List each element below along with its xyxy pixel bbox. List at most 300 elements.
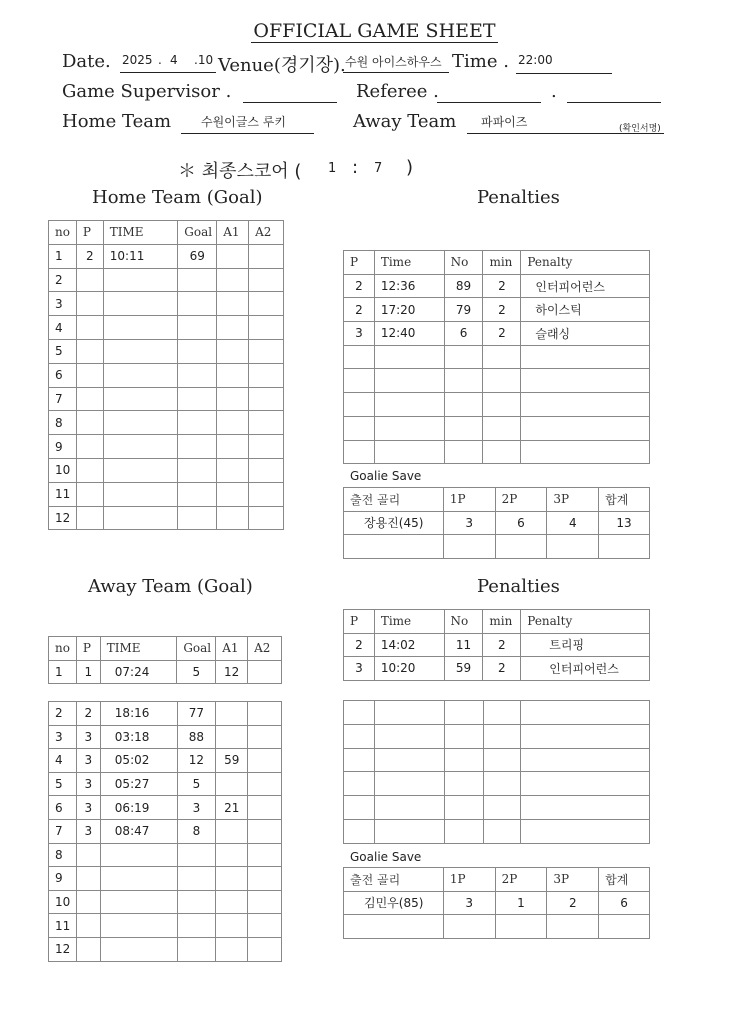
header-cell: 1P — [443, 868, 495, 892]
table-cell[interactable] — [521, 724, 650, 748]
table-cell[interactable] — [599, 535, 650, 559]
table-cell[interactable] — [76, 411, 103, 435]
table-cell[interactable]: 2 — [483, 633, 521, 657]
table-cell[interactable]: 12 — [216, 660, 248, 684]
table-cell[interactable] — [483, 724, 521, 748]
table-cell[interactable] — [547, 915, 599, 939]
table-cell[interactable]: 88 — [177, 725, 216, 749]
table-cell[interactable] — [178, 363, 217, 387]
table-cell[interactable] — [217, 387, 249, 411]
home-team-field[interactable] — [181, 113, 314, 134]
header-cell: P — [344, 610, 375, 634]
table-cell[interactable]: 5 — [177, 660, 216, 684]
table-cell[interactable] — [249, 363, 284, 387]
table-cell[interactable]: 8 — [177, 819, 216, 843]
table-cell[interactable] — [444, 416, 483, 440]
table-cell[interactable] — [483, 701, 521, 725]
table-cell[interactable] — [344, 393, 375, 417]
header-cell: min — [483, 610, 521, 634]
table-cell[interactable]: 11 — [49, 914, 77, 938]
table-cell[interactable] — [76, 506, 103, 530]
table-cell[interactable] — [178, 435, 217, 459]
table-cell[interactable] — [103, 458, 178, 482]
table-cell[interactable] — [521, 772, 650, 796]
table-cell[interactable] — [344, 915, 444, 939]
away-penalties-title: Penalties — [477, 576, 560, 597]
table-cell[interactable]: 3 — [177, 796, 216, 820]
table-cell[interactable]: 89 — [444, 274, 483, 298]
table-cell[interactable]: 9 — [49, 435, 77, 459]
table-cell[interactable] — [76, 339, 103, 363]
table-cell[interactable]: 3 — [443, 891, 495, 915]
table-cell[interactable] — [374, 772, 444, 796]
table-cell[interactable] — [178, 339, 217, 363]
header-cell: 출전 골리 — [344, 868, 444, 892]
table-cell[interactable] — [495, 915, 547, 939]
table-cell[interactable] — [178, 387, 217, 411]
table-row — [49, 339, 284, 363]
table-header-row — [344, 868, 650, 892]
table-cell[interactable]: 21 — [216, 796, 248, 820]
table-cell[interactable] — [103, 339, 178, 363]
table-header-row — [344, 488, 650, 512]
table-cell[interactable]: 18:16 — [100, 702, 177, 726]
table-cell[interactable] — [103, 506, 178, 530]
table-cell[interactable]: 10:20 — [374, 657, 444, 681]
table-cell[interactable]: 1 — [49, 660, 77, 684]
table-cell[interactable] — [216, 867, 248, 891]
table-cell[interactable] — [483, 345, 521, 369]
table-cell[interactable]: 2 — [483, 298, 521, 322]
table-cell[interactable] — [483, 393, 521, 417]
table-cell[interactable] — [374, 416, 444, 440]
table-cell[interactable]: 12 — [177, 749, 216, 773]
table-cell[interactable] — [217, 482, 249, 506]
table-cell[interactable] — [521, 819, 650, 843]
table-cell[interactable]: 9 — [49, 867, 77, 891]
header-cell: TIME — [100, 637, 177, 661]
table-cell[interactable]: 2 — [76, 702, 100, 726]
header-cell: no — [49, 637, 77, 661]
table-cell[interactable]: 2 — [49, 702, 77, 726]
table-cell[interactable] — [483, 416, 521, 440]
table-cell[interactable] — [444, 724, 483, 748]
table-cell[interactable] — [216, 890, 248, 914]
table-cell[interactable] — [443, 915, 495, 939]
table-cell[interactable] — [374, 440, 444, 464]
date-label: Date. — [62, 51, 111, 72]
table-cell[interactable] — [100, 914, 177, 938]
header-cell: A1 — [217, 221, 249, 245]
table-cell[interactable]: 12 — [49, 506, 77, 530]
table-header-row — [49, 221, 284, 245]
home-score: 1 — [328, 161, 337, 176]
table-cell[interactable] — [374, 748, 444, 772]
table-cell[interactable] — [76, 363, 103, 387]
table-cell[interactable]: 79 — [444, 298, 483, 322]
table-cell[interactable] — [374, 701, 444, 725]
table-cell[interactable]: 11 — [49, 482, 77, 506]
table-cell[interactable]: 07:24 — [100, 660, 177, 684]
table-cell[interactable]: 2 — [483, 657, 521, 681]
table-cell[interactable] — [521, 748, 650, 772]
table-cell[interactable] — [444, 796, 483, 820]
table-row — [344, 891, 650, 915]
table-cell[interactable] — [374, 369, 444, 393]
table-cell[interactable]: 13 — [599, 511, 650, 535]
table-cell[interactable] — [100, 843, 177, 867]
table-row — [344, 511, 650, 535]
venue-value: 수원 아이스하우스 — [345, 55, 442, 69]
table-row — [49, 796, 282, 820]
table-cell[interactable] — [100, 867, 177, 891]
date-day: .10 — [194, 53, 214, 67]
header-cell: P — [344, 251, 375, 275]
table-cell[interactable] — [344, 748, 375, 772]
header-cell: 출전 골리 — [344, 488, 444, 512]
table-cell[interactable] — [483, 748, 521, 772]
table-cell[interactable]: 2 — [547, 891, 599, 915]
table-cell[interactable] — [444, 345, 483, 369]
table-cell[interactable]: 7 — [49, 819, 77, 843]
venue-field[interactable] — [343, 52, 449, 73]
table-cell[interactable] — [76, 914, 100, 938]
table-cell[interactable]: 3 — [76, 749, 100, 773]
table-cell[interactable] — [521, 393, 650, 417]
away-goals-table-first — [48, 636, 282, 684]
table-cell[interactable] — [547, 535, 599, 559]
home-team-label: Home Team — [62, 111, 172, 132]
table-cell[interactable] — [103, 292, 178, 316]
table-cell[interactable] — [249, 339, 284, 363]
table-cell[interactable] — [100, 890, 177, 914]
table-cell[interactable] — [374, 819, 444, 843]
table-cell[interactable] — [178, 316, 217, 340]
table-cell[interactable] — [483, 819, 521, 843]
table-cell[interactable] — [216, 772, 248, 796]
table-cell[interactable] — [217, 316, 249, 340]
table-cell[interactable] — [217, 411, 249, 435]
table-cell[interactable] — [177, 843, 216, 867]
table-row — [344, 724, 650, 748]
table-cell[interactable]: 12:40 — [374, 322, 444, 346]
table-cell[interactable]: 1 — [49, 244, 77, 268]
table-cell[interactable]: 08:47 — [100, 819, 177, 843]
table-cell[interactable] — [444, 819, 483, 843]
table-cell[interactable]: 05:27 — [100, 772, 177, 796]
table-cell[interactable] — [344, 440, 375, 464]
supervisor-field[interactable] — [243, 82, 337, 103]
table-cell[interactable]: 06:19 — [100, 796, 177, 820]
table-cell[interactable] — [217, 506, 249, 530]
header-cell: A2 — [248, 637, 282, 661]
referee2-field[interactable] — [567, 82, 661, 103]
table-cell[interactable] — [76, 316, 103, 340]
table-cell[interactable] — [249, 268, 284, 292]
table-cell[interactable]: 4 — [49, 749, 77, 773]
table-cell[interactable] — [249, 458, 284, 482]
table-cell[interactable] — [177, 867, 216, 891]
table-cell[interactable]: 5 — [177, 772, 216, 796]
table-cell[interactable]: 3 — [443, 511, 495, 535]
away-team-field[interactable] — [467, 113, 664, 134]
table-cell[interactable] — [344, 416, 375, 440]
table-cell[interactable] — [216, 843, 248, 867]
table-cell[interactable]: 10:11 — [103, 244, 178, 268]
table-cell[interactable]: 2 — [76, 244, 103, 268]
table-cell[interactable] — [178, 411, 217, 435]
table-cell[interactable] — [344, 345, 375, 369]
header-cell: TIME — [103, 221, 178, 245]
table-cell[interactable] — [249, 387, 284, 411]
table-cell[interactable] — [248, 702, 282, 726]
table-cell[interactable] — [177, 937, 216, 961]
table-cell[interactable]: 3 — [49, 292, 77, 316]
table-row — [344, 748, 650, 772]
table-cell[interactable] — [374, 796, 444, 820]
table-row — [49, 268, 284, 292]
table-cell[interactable] — [248, 772, 282, 796]
table-cell[interactable] — [249, 292, 284, 316]
table-cell[interactable]: 3 — [76, 725, 100, 749]
table-cell[interactable] — [248, 796, 282, 820]
table-cell[interactable] — [521, 440, 650, 464]
table-cell[interactable] — [103, 435, 178, 459]
table-cell[interactable]: 1 — [76, 660, 100, 684]
table-cell[interactable] — [249, 506, 284, 530]
table-cell[interactable]: 2 — [344, 298, 375, 322]
venue-label: Venue(경기장). — [218, 55, 346, 76]
away-goal-title: Away Team (Goal) — [88, 576, 253, 597]
table-cell[interactable] — [217, 363, 249, 387]
table-cell[interactable] — [444, 772, 483, 796]
table-cell[interactable]: 트리핑 — [521, 633, 650, 657]
table-cell[interactable] — [248, 867, 282, 891]
table-cell[interactable] — [76, 458, 103, 482]
table-cell[interactable]: 6 — [495, 511, 547, 535]
table-cell[interactable] — [521, 345, 650, 369]
table-cell[interactable] — [177, 890, 216, 914]
table-row — [49, 506, 284, 530]
table-cell[interactable]: 3 — [344, 657, 375, 681]
table-cell[interactable] — [483, 369, 521, 393]
table-row — [49, 890, 282, 914]
table-cell[interactable] — [217, 339, 249, 363]
table-cell[interactable] — [248, 843, 282, 867]
table-cell[interactable] — [344, 819, 375, 843]
table-cell[interactable]: 03:18 — [100, 725, 177, 749]
table-cell[interactable]: 6 — [49, 796, 77, 820]
table-cell[interactable]: 김민우(85) — [344, 891, 444, 915]
table-cell[interactable]: 2 — [49, 268, 77, 292]
table-cell[interactable] — [521, 416, 650, 440]
table-cell[interactable] — [103, 482, 178, 506]
table-cell[interactable]: 11 — [444, 633, 483, 657]
table-cell[interactable]: 14:02 — [374, 633, 444, 657]
table-cell[interactable] — [103, 411, 178, 435]
table-cell[interactable] — [76, 890, 100, 914]
table-row — [49, 458, 284, 482]
table-cell[interactable]: 3 — [76, 772, 100, 796]
table-cell[interactable] — [248, 660, 282, 684]
table-cell[interactable] — [344, 369, 375, 393]
table-cell[interactable] — [216, 702, 248, 726]
table-cell[interactable]: 장용진(45) — [344, 511, 444, 535]
table-cell[interactable] — [248, 937, 282, 961]
table-cell[interactable]: 10 — [49, 458, 77, 482]
table-cell[interactable]: 인터피어런스 — [521, 274, 650, 298]
table-cell[interactable]: 69 — [178, 244, 217, 268]
table-cell[interactable] — [344, 535, 444, 559]
table-cell[interactable]: 6 — [444, 322, 483, 346]
table-cell[interactable] — [374, 393, 444, 417]
table-cell[interactable] — [495, 535, 547, 559]
table-cell[interactable] — [76, 843, 100, 867]
table-cell[interactable] — [344, 724, 375, 748]
table-cell[interactable] — [76, 937, 100, 961]
table-cell[interactable]: 5 — [49, 772, 77, 796]
table-cell[interactable] — [444, 369, 483, 393]
table-cell[interactable] — [521, 796, 650, 820]
table-cell[interactable] — [344, 796, 375, 820]
table-cell[interactable]: 12:36 — [374, 274, 444, 298]
table-cell[interactable]: 12 — [49, 937, 77, 961]
table-row — [344, 535, 650, 559]
table-cell[interactable] — [444, 393, 483, 417]
table-cell[interactable] — [103, 316, 178, 340]
table-cell[interactable]: 3 — [344, 322, 375, 346]
table-cell[interactable] — [178, 506, 217, 530]
table-cell[interactable] — [103, 363, 178, 387]
table-row — [344, 701, 650, 725]
time-field[interactable] — [516, 53, 612, 74]
table-cell[interactable]: 3 — [76, 819, 100, 843]
table-cell[interactable]: 77 — [177, 702, 216, 726]
header-cell: 합계 — [599, 488, 650, 512]
table-cell[interactable] — [100, 937, 177, 961]
table-cell[interactable]: 2 — [483, 274, 521, 298]
table-cell[interactable]: 3 — [49, 725, 77, 749]
table-cell[interactable]: 하이스틱 — [521, 298, 650, 322]
table-cell[interactable] — [249, 316, 284, 340]
table-cell[interactable] — [374, 724, 444, 748]
table-cell[interactable]: 59 — [216, 749, 248, 773]
table-cell[interactable]: 17:20 — [374, 298, 444, 322]
table-cell[interactable] — [76, 268, 103, 292]
table-cell[interactable] — [248, 749, 282, 773]
table-cell[interactable]: 6 — [49, 363, 77, 387]
table-cell[interactable] — [483, 796, 521, 820]
table-cell[interactable] — [76, 867, 100, 891]
table-cell[interactable] — [248, 890, 282, 914]
table-cell[interactable] — [217, 435, 249, 459]
header-cell: 3P — [547, 488, 599, 512]
table-cell[interactable]: 10 — [49, 890, 77, 914]
table-cell[interactable] — [248, 725, 282, 749]
table-cell[interactable]: 59 — [444, 657, 483, 681]
table-cell[interactable]: 2 — [344, 274, 375, 298]
table-cell[interactable] — [76, 387, 103, 411]
table-cell[interactable] — [178, 292, 217, 316]
table-cell[interactable] — [444, 440, 483, 464]
table-cell[interactable] — [217, 292, 249, 316]
table-cell[interactable] — [103, 268, 178, 292]
table-cell[interactable] — [248, 819, 282, 843]
table-cell[interactable] — [443, 535, 495, 559]
table-cell[interactable] — [249, 244, 284, 268]
table-cell[interactable]: 8 — [49, 843, 77, 867]
table-cell[interactable] — [178, 268, 217, 292]
date-field[interactable] — [120, 52, 216, 73]
table-row — [344, 915, 650, 939]
table-cell[interactable]: 6 — [599, 891, 650, 915]
table-cell[interactable] — [177, 914, 216, 938]
table-cell[interactable]: 2 — [344, 633, 375, 657]
table-cell[interactable] — [217, 458, 249, 482]
header-cell: 2P — [495, 868, 547, 892]
away-goalie-table — [343, 867, 650, 939]
table-cell[interactable]: 4 — [49, 316, 77, 340]
table-cell[interactable] — [217, 268, 249, 292]
table-cell[interactable] — [76, 482, 103, 506]
table-cell[interactable] — [249, 411, 284, 435]
table-cell[interactable]: 8 — [49, 411, 77, 435]
table-cell[interactable] — [216, 914, 248, 938]
table-cell[interactable]: 인터피어런스 — [521, 657, 650, 681]
table-cell[interactable] — [521, 369, 650, 393]
header-cell: Penalty — [521, 251, 650, 275]
table-cell[interactable] — [344, 772, 375, 796]
table-cell[interactable] — [178, 482, 217, 506]
table-cell[interactable]: 2 — [483, 322, 521, 346]
table-cell[interactable] — [216, 937, 248, 961]
table-cell[interactable]: 슬래싱 — [521, 322, 650, 346]
table-cell[interactable] — [444, 748, 483, 772]
table-cell[interactable] — [248, 914, 282, 938]
table-cell[interactable]: 4 — [547, 511, 599, 535]
table-cell[interactable] — [521, 701, 650, 725]
table-cell[interactable] — [103, 387, 178, 411]
table-cell[interactable]: 05:02 — [100, 749, 177, 773]
table-cell[interactable] — [344, 701, 375, 725]
header-cell: 2P — [495, 488, 547, 512]
table-cell[interactable]: 1 — [495, 891, 547, 915]
table-row — [344, 345, 650, 369]
table-cell[interactable] — [249, 482, 284, 506]
table-cell[interactable] — [374, 345, 444, 369]
table-cell[interactable] — [178, 458, 217, 482]
table-cell[interactable]: 7 — [49, 387, 77, 411]
referee-field[interactable] — [437, 82, 541, 103]
table-cell[interactable] — [249, 435, 284, 459]
table-cell[interactable] — [483, 440, 521, 464]
table-row — [49, 244, 284, 268]
table-cell[interactable] — [216, 819, 248, 843]
table-cell[interactable] — [217, 244, 249, 268]
table-cell[interactable]: 3 — [76, 796, 100, 820]
table-row — [344, 416, 650, 440]
table-cell[interactable] — [216, 725, 248, 749]
score-colon: : — [352, 157, 359, 178]
table-cell[interactable] — [76, 435, 103, 459]
home-penalties-table — [343, 250, 650, 464]
table-cell[interactable] — [483, 772, 521, 796]
table-cell[interactable] — [76, 292, 103, 316]
date-separator: . — [158, 53, 162, 67]
table-cell[interactable] — [444, 701, 483, 725]
table-cell[interactable] — [599, 915, 650, 939]
table-cell[interactable]: 5 — [49, 339, 77, 363]
